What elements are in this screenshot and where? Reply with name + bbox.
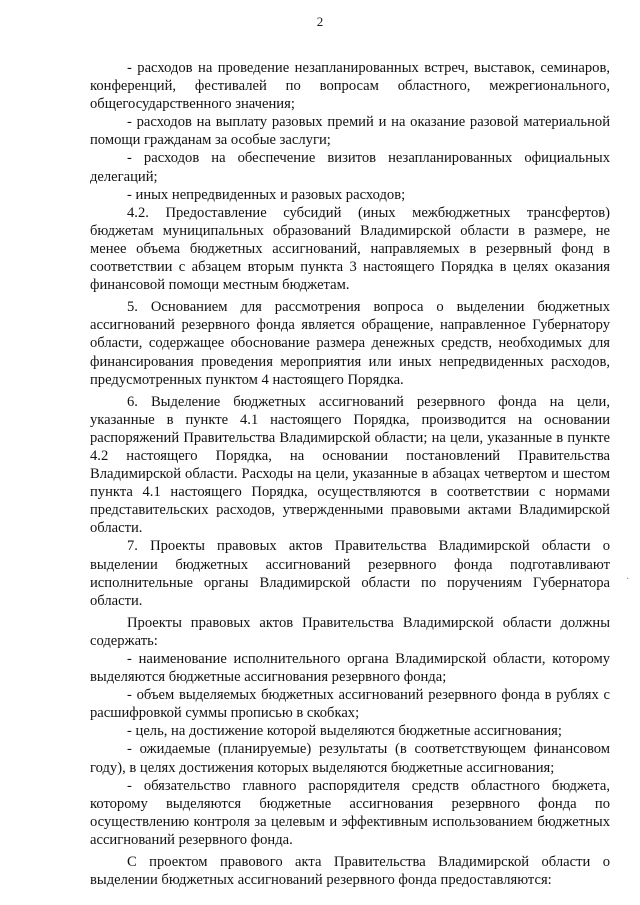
paragraph-item-executive-body: - наименование исполнительного органа Владимирской области, которому выделяются бюджетные ассигнования резервного фонда; (90, 651, 610, 686)
paragraph-item-results: - ожидаемые (планируемые) результаты (в соответствующем финансовом году), в целях достижения которых выделяются бюджетные ассигнования; (90, 741, 610, 776)
paragraph-clause-4-2: 4.2. Предоставление субсидий (иных межбюджетных трансфертов) бюджетам муниципальных образований Владимирской области в размере, не менее объема бюджетных ассигнований, направляемых в резервный фонд в соответствии с абзацем вторым пункта 3 настоящего Порядка в целях оказания финансовой помощи местным бюджетам. (90, 204, 610, 294)
paragraph-expense-other: - иных непредвиденных и разовых расходов; (127, 186, 406, 203)
paragraph-expense-bonuses: - расходов на выплату разовых премий и на оказание разовой материальной помощи гражданам за особые заслуги; (90, 114, 610, 149)
paragraph-drafts-contain: Проекты правовых актов Правительства Владимирской области должны содержать: (90, 614, 610, 649)
page-number: 2 (316, 14, 324, 29)
paragraph-item-purpose: - цель, на достижение которой выделяются бюджетные ассигнования; (127, 723, 562, 740)
paragraph-item-obligation: - обязательство главного распорядителя средств областного бюджета, которому выделяются бюджетные ассигнования резервного фонда по осуществлению контроля за целевым и эффективным использованием бюджетных ассигнований резервного фонда. (90, 777, 610, 848)
paragraph-expense-delegations: - расходов на обеспечение визитов незапланированных официальных делегаций; (90, 150, 610, 185)
paragraph-clause-7: 7. Проекты правовых актов Правительства Владимирской области о выделении бюджетных ассигнований резервного фонда подготавливают исполнительные органы Владимирской области по поручениям Губернатора области. (90, 538, 610, 609)
paragraph-clause-6: 6. Выделение бюджетных ассигнований резервного фонда на цели, указанные в пункте 4.1 настоящего Порядка, производится на основании распоряжений Правительства Владимирской области; на цели, указанные в пункте 4.2 настоящего Порядка, на основании постановлений Правительства Владимирской области. Расходы на цели, указанные в абзацах четвертом и шестом пункта 4.1 настоящего Порядка, осуществляются в соответствии с нормами представительских расходов, утвержденными правовыми актами Владимирской области. (90, 393, 610, 537)
margin-mark: · (626, 574, 630, 585)
paragraph-expense-meetings: - расходов на проведение незапланированных встреч, выставок, семинаров, конференций, фестивалей по вопросам областного, межрегионального, общегосударственного значения; (90, 60, 610, 113)
paragraph-submission: С проектом правового акта Правительства Владимирской области о выделении бюджетных ассигнований резервного фонда предоставляются: (90, 854, 610, 889)
paragraph-clause-5: 5. Основанием для рассмотрения вопроса о выделении бюджетных ассигнований резервного фонда является обращение, направленное Губернатору области, содержащее обоснование размера денежных средств, необходимых для финансирования проведения мероприятия или иных непредвиденных расходов, предусмотренных пунктом 4 настоящего Порядка. (90, 299, 610, 388)
document-body (90, 59, 610, 889)
paragraph-item-amount: - объем выделяемых бюджетных ассигнований резервного фонда в рублях с расшифровкой суммы прописью в скобках; (90, 687, 610, 722)
